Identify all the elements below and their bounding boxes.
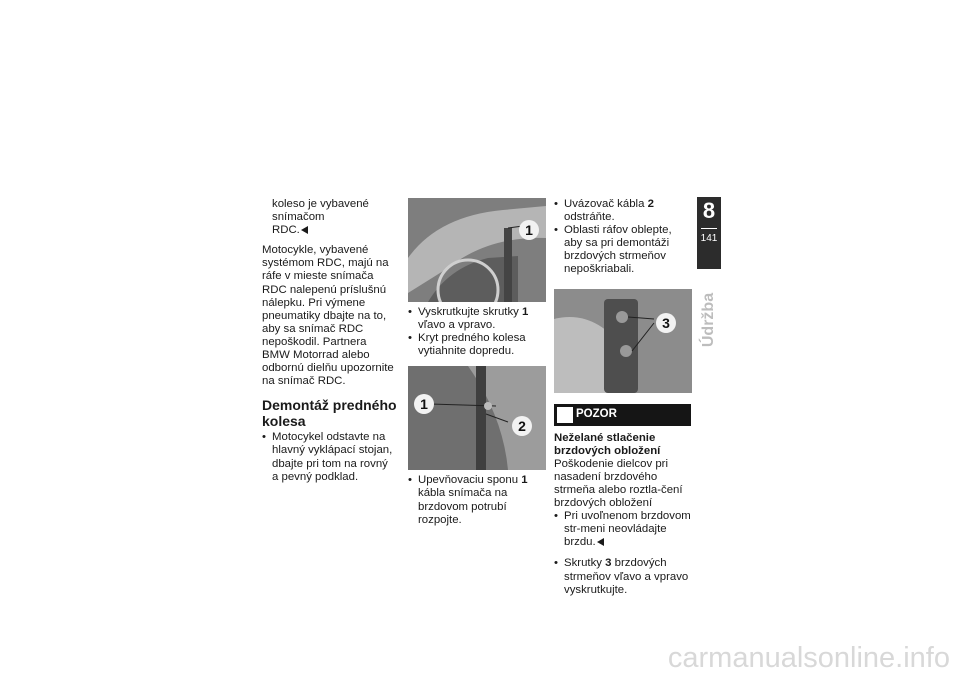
callout-1: 1 [414,394,434,414]
step-list [554,198,691,277]
list-item: • Vyskrutkujte skrutky 1 vľavo a vpravo. [408,306,546,332]
warning-list [554,510,691,549]
list-item: • Upevňovaciu sponu 1 kábla snímača na brzdovom potrubí rozpojte. [408,474,546,526]
list-item: • Skrutky 3 brzdových strmeňov vľavo a vpravo vyskrutkujte. [554,557,691,596]
chapter-number: 8 [702,198,716,223]
callout-2: 2 [512,416,532,436]
list-item: • Pri uvoľnenom brzdovom str-meni neovládajte brzdu. [554,510,691,549]
list-item: • Oblasti ráfov oblepte, aby sa pri demontáži brzdových strmeňov nepoškriabali. [554,224,691,276]
text-column-2 [408,198,546,527]
list-item: • Uvázovač kábla 2 odstráňte. [554,198,691,224]
warning-hand-icon [557,407,573,423]
list-item: • Kryt predného kolesa vytiahnite dopredu. [408,332,546,358]
warning-label: POZOR [576,407,617,420]
photo-front-fender [408,198,546,302]
page-number: 141 [700,233,718,244]
rdc-paragraph: Motocykle, vybavené systémom RDC, majú na ráfe v mieste snímača RDC nalepenú príslušnú nálepku. Pri výmene pneumatiky dbajte na to, aby sa snímač RDC nepoškodil. Partnera BMW Motorrad alebo odbornú dielňu upozornite na snímač RDC. [262,244,394,388]
step-list [554,557,691,596]
callout-3: 3 [656,313,676,333]
photo-brake-caliper [554,289,692,393]
chapter-side-title: Údržba [700,292,717,348]
step-list [408,474,546,526]
section-heading: Demontáž predného kolesa [262,397,397,429]
callout-1: 1 [519,220,539,240]
intro-text: koleso je vybavené snímačom RDC. [272,198,369,237]
step-list [262,431,397,483]
warning-title: Neželané stlačenie brzdových obložení [554,431,661,457]
chapter-tab [697,197,721,269]
photo-brake-line [408,366,546,470]
text-column-3 [554,198,691,597]
fender-illustration [408,198,546,302]
end-marker-icon [597,538,604,546]
step-list [408,306,546,358]
end-marker-icon [301,226,308,234]
warning-text: Poškodenie dielcov pri nasadení brzdového strmeňa alebo roztla-čení brzdových obložení [554,457,683,510]
warning-banner [554,404,691,426]
tab-divider [701,228,717,229]
text-column-1 [262,198,397,484]
caliper-illustration [554,289,692,393]
list-item: • Motocykel odstavte na hlavný vyklápací stojan, dbajte pri tom na rovný a pevný podklad. [262,431,397,483]
watermark: carmanualsonline.info [667,642,950,674]
